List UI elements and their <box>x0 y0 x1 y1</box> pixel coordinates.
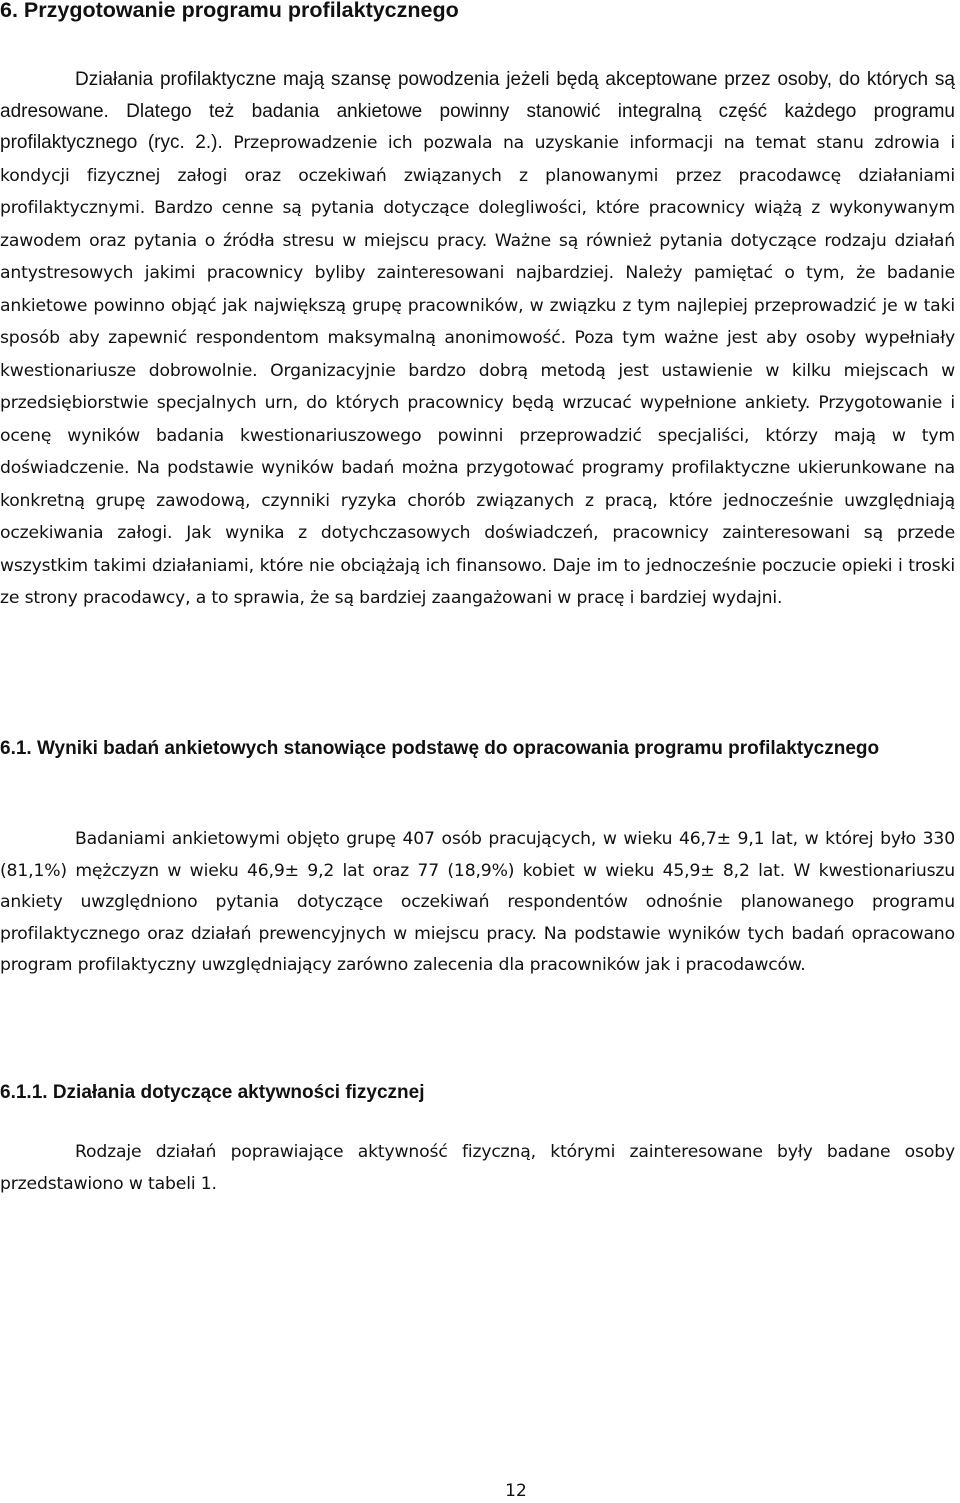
intro-paragraph <box>0 64 955 615</box>
intro-paragraph-part2: Przeprowadzenie ich pozwala na uzyskanie informacji na temat stanu zdrowia i kondycji fizycznej załogi oraz oczekiwań związanych z planowanymi przez pracodawcę działaniami profilaktycznymi. Bardzo cenne są pytania dotyczące dolegliwości, które pracownicy wiążą z wykonywanym zawodem oraz pytania o źródła stresu w miejscu pracy. Ważne są również pytania dotyczące rodzaju działań antystresowych jakimi pracownicy byliby zainteresowani najbardziej. Należy pamiętać o tym, że badanie ankietowe powinno objąć jak największą grupę pracowników, w związku z tym najlepiej przeprowadzić je w taki sposób aby zapewnić respondentom maksymalną anonimowość. Poza tym ważne jest aby osoby wypełniały kwestionariusze dobrowolnie. Organizacyjnie bardzo dobrą metodą jest ustawienie w kilku miejscach w przedsiębiorstwie specjalnych urn, do których pracownicy będą wrzucać wypełnione ankiety. Przygotowanie i ocenę wyników badania kwestionariuszowego powinni przeprowadzić specjaliści, którzy mają w tym doświadczenie. Na podstawie wyników badań można przygotować programy profilaktyczne ukierunkowane na konkretną grupę zawodową, czynniki ryzyka chorób związanych z pracą, które jednocześnie uwzględniają oczekiwania załogi. Jak wynika z dotychczasowych doświadczeń, pracownicy zainteresowani są przede wszystkim takimi działaniami, które nie obciążają ich finansowo. Daje im to jednocześnie poczucie opieki i troski ze strony pracodawcy, a to sprawia, że są bardziej zaangażowani w pracę i bardziej wydajni. <box>0 133 955 608</box>
page-number: 12 <box>505 1481 527 1501</box>
survey-paragraph: Badaniami ankietowymi objęto grupę 407 osób pracujących, w wieku 46,7± 9,1 lat, w której było 330 (81,1%) mężczyzn w wieku 46,9± 9,2 lat oraz 77 (18,9%) kobiet w wieku 45,9± 8,2 lat. W kwestionariuszu ankiety uwzględniono pytania dotyczące oczekiwań respondentów odnośnie planowanego programu profilaktycznego oraz działań prewencyjnych w miejscu pracy. Na podstawie wyników tych badań opracowano program profilaktyczny uwzględniający zarówno zalecenia dla pracowników jak i pracodawców. <box>0 829 955 975</box>
section-heading: 6. Przygotowanie programu profilaktycznego <box>0 0 459 22</box>
subsection-heading: 6.1. Wyniki badań ankietowych stanowiące podstawę do opracowania programu profilaktycznego <box>0 738 880 759</box>
activity-paragraph: Rodzaje działań poprawiające aktywność fizyczną, którymi zainteresowane były badane osoby przedstawiono w tabeli 1. <box>0 1142 955 1194</box>
intro-paragraph-part1: Działania profilaktyczne mają szansę powodzenia jeżeli będą akceptowane przez osoby, do których są adresowane. Dlatego też badania ankietowe powinny stanowić integralną część każdego programu profilaktycznego (ryc. 2.). <box>0 69 955 153</box>
subsubsection-heading: 6.1.1. Działania dotyczące aktywności fizycznej <box>0 1082 425 1103</box>
